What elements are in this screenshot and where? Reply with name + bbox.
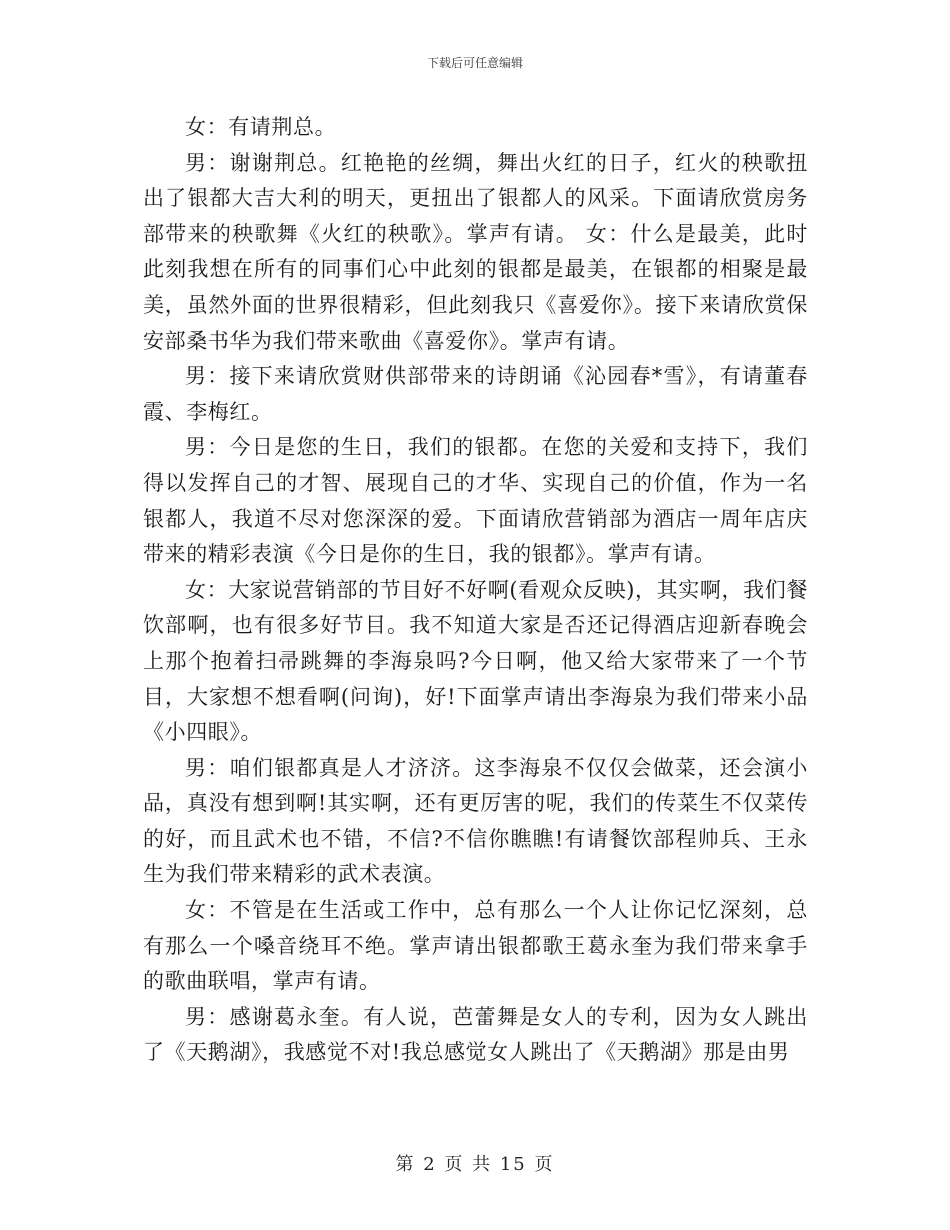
paragraph: 女：大家说营销部的节目好不好啊(看观众反映)，其实啊，我们餐饮部啊，也有很多好节目。我不知道大家是否还记得酒店迎新春晚会上那个抱着扫帚跳舞的李海泉吗?今日啊，他又给大家带来了一个节目，大家想不想看啊(问询)，好!下面掌声请出李海泉为我们带来小品《小四眼》。 bbox=[143, 577, 808, 745]
paragraph: 男：谢谢荆总。红艳艳的丝绸，舞出火红的日子，红火的秧歌扭出了银都大吉大利的明天，更扭出了银都人的风采。下面请欣赏房务部带来的秧歌舞《火红的秧歌》。掌声有请。 女：什么是最美，此时此刻我想在所有的同事们心中此刻的银都是最美，在银都的相聚是最美，虽然外面的世界很精彩，但此刻我只《喜爱你》。接下来请欣赏保安部桑书华为我们带来歌曲《喜爱你》。掌声有请。 bbox=[143, 150, 808, 353]
paragraph: 男：感谢葛永奎。有人说，芭蕾舞是女人的专利，因为女人跳出了《天鹅湖》，我感觉不对!我总感觉女人跳出了《天鹅湖》那是由男 bbox=[143, 1004, 808, 1065]
paragraph: 男：接下来请欣赏财供部带来的诗朗诵《沁园春*雪》，有请董春霞、李梅红。 bbox=[143, 364, 808, 424]
paragraph: 女：不管是在生活或工作中，总有那么一个人让你记忆深刻，总有那么一个嗓音绕耳不绝。掌声请出银都歌王葛永奎为我们带来拿手的歌曲联唱，掌声有请。 bbox=[143, 898, 808, 994]
page-number: 第 2 页 共 15 页 bbox=[395, 1154, 555, 1175]
paragraph: 女：有请荆总。 bbox=[185, 115, 337, 139]
paragraph: 男：今日是您的生日，我们的银都。在您的关爱和支持下，我们得以发挥自己的才智、展现自己的才华、实现自己的价值，作为一名银都人，我道不尽对您深深的爱。下面请欣营销部为酒店一周年店庆带来的精彩表演《今日是你的生日，我的银都》。掌声有请。 bbox=[143, 435, 808, 567]
page-header: 下载后可任意编辑 bbox=[426, 56, 523, 70]
paragraph: 男：咱们银都真是人才济济。这李海泉不仅仅会做菜，还会演小品，真没有想到啊!其实啊，还有更厉害的呢，我们的传菜生不仅菜传的好，而且武术也不错，不信?不信你瞧瞧!有请餐饮部程帅兵、王永生为我们带来精彩的武术表演。 bbox=[143, 755, 808, 887]
document-body bbox=[143, 110, 808, 1071]
